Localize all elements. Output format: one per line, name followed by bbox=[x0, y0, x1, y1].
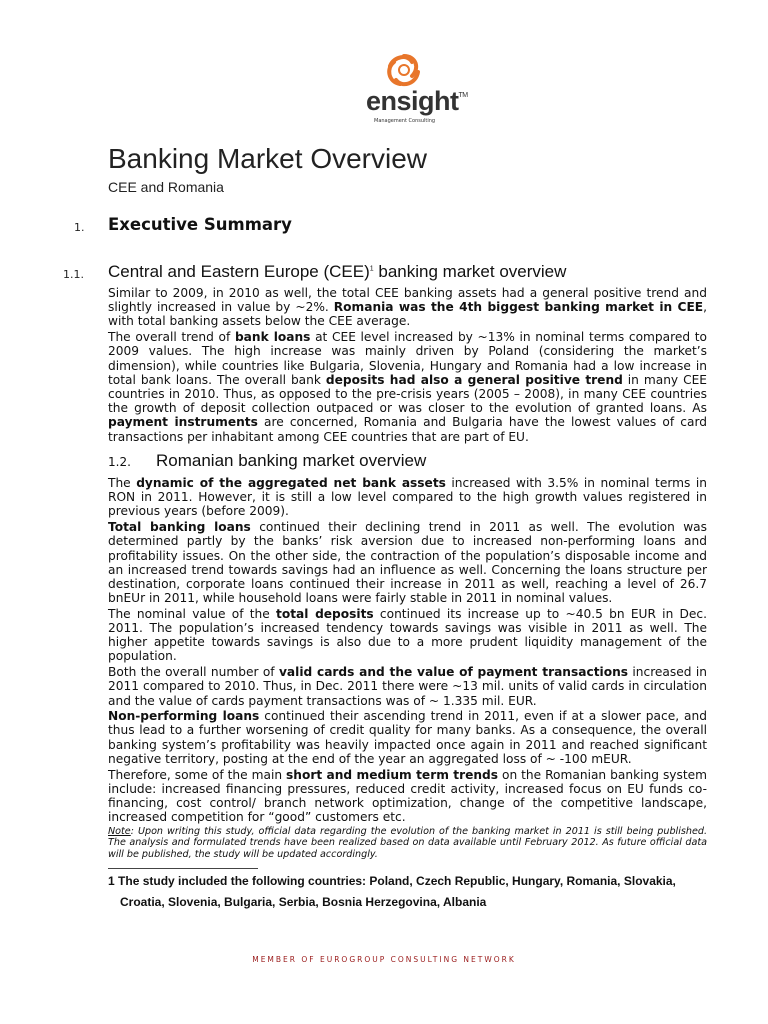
note: Note: Upon writing this study, official data regarding the evolution of the banking market in 2011 is still being published. The analysis and formulated trends have been realized based on data available until February 2012. As future official data will be published, the study will be updated accordingly. bbox=[108, 825, 707, 860]
paragraph: Similar to 2009, in 2010 as well, the total CEE banking assets had a general positive trend and slightly increased in value by ~2%. Romania was the 4th biggest banking market in CEE, with total banking assets below the CEE average. bbox=[108, 286, 707, 329]
section-1-heading: Executive Summary bbox=[108, 215, 292, 234]
section-1-2-number: 1.2. bbox=[108, 455, 131, 469]
paragraph: The dynamic of the aggregated net bank assets increased with 3.5% in nominal terms in RON in 2011. However, it is still a low level compared to the high growth values registered in previous years (before 2009). bbox=[108, 476, 707, 519]
paragraph: Therefore, some of the main short and medium term trends on the Romanian banking system include: increased financing pressures, reduced credit activity, increased focus on EU funds co-financing, cost control/ branch network optimization, change of the competitive landscape, increased competition for “good” customers etc. bbox=[108, 767, 708, 825]
section-1-2-body bbox=[108, 476, 707, 862]
section-1-1-number: 1.1. bbox=[63, 268, 84, 281]
section-1-2-heading: Romanian banking market overview bbox=[156, 451, 427, 470]
footer-network: MEMBER OF EUROGROUP CONSULTING NETWORK bbox=[252, 955, 516, 964]
ensight-swirl-logo-icon bbox=[382, 50, 426, 90]
section-1-number: 1. bbox=[74, 221, 85, 234]
footnote: 1 The study included the following countries: Poland, Czech Republic, Hungary, Romania, Slovakia, Croatia, Slovenia, Bulgaria, Serbia, Bosnia Herzegovina, Albania bbox=[108, 874, 676, 909]
page-subtitle: CEE and Romania bbox=[108, 179, 224, 195]
paragraph: Both the overall number of valid cards and the value of payment transactions increased in 2011 compared to 2010. Thus, in Dec. 2011 there were ~13 mil. units of valid cards in circulation and the value of cards payment transactions was of ~ 1.335 mil. EUR. bbox=[108, 665, 707, 708]
brand-name: ensight™ bbox=[366, 86, 468, 116]
brand-tagline: Management Consulting bbox=[374, 118, 436, 124]
paragraph: The overall trend of bank loans at CEE level increased by ~13% in nominal terms compared to 2009 values. The high increase was mainly driven by Poland (considering the market’s dimension), while countries like Bulgaria, Slovenia, Hungary and Romania had a low increase in total bank loans. The overall bank deposits had also a general positive trend in many CEE countries in 2010. Thus, as opposed to the pre-crisis years (2005 – 2008), in many CEE countries the growth of deposit collection outpaced or was closer to the evolution of granted loans. As payment instruments are concerned, Romania and Bulgaria have the lowest values of card transactions per inhabitant among CEE countries that are part of EU. bbox=[108, 330, 708, 444]
paragraph: Non-performing loans continued their ascending trend in 2011, even if at a slower pace, and thus lead to a further worsening of credit quality for many banks. As a consequence, the overall banking system’s profitability was heavily impacted once again in 2011 and reached significant negative territory, posting at the end of the year an aggregated loss of ~ -100 mEUR. bbox=[108, 709, 707, 766]
paragraph: The nominal value of the total deposits continued its increase up to ~40.5 bn EUR in Dec. 2011. The population’s increased tendency towards savings was visible in 2011 as well. The higher appetite towards savings is also due to a more prudent liquidity management of the population. bbox=[108, 606, 708, 664]
section-1-1-body bbox=[108, 286, 707, 445]
paragraph: Total banking loans continued their declining trend in 2011 as well. The evolution was determined partly by the banks’ risk aversion due to increased non-performing loans and profitability issues. On the other side, the contraction of the population’s disposable income and an increased trend towards savings had an influence as well. Concerning the loans structure per destination, corporate loans continued their increase in 2011 as well, reaching a level of 26.7 bnEUr in 2011, while household loans were fairly stable in 2011 in nominal values. bbox=[108, 520, 707, 606]
section-1-1-heading: Central and Eastern Europe (CEE)$^1$ banking market overview bbox=[108, 262, 567, 281]
footnote-divider bbox=[108, 868, 258, 869]
page-title: Banking Market Overview bbox=[108, 143, 428, 174]
